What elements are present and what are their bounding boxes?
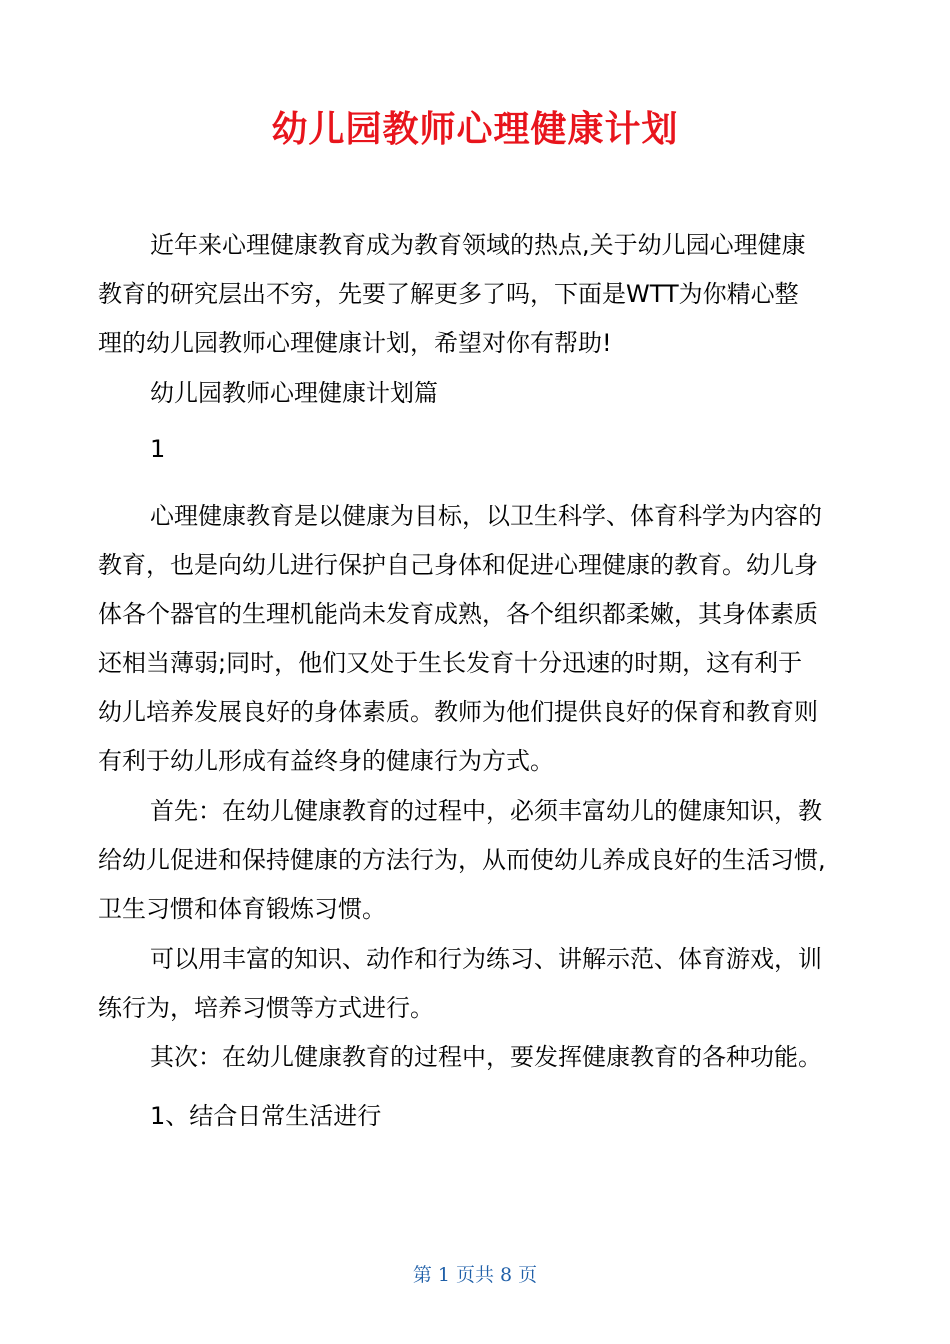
document-title: 幼儿园教师心理健康计划 — [271, 109, 679, 150]
paragraph-line: 可以用丰富的知识、动作和行为练习、讲解示范、体育游戏，训 — [150, 945, 822, 973]
paragraph-line: 1、结合日常生活进行 — [150, 1102, 382, 1130]
paragraph-2 — [98, 787, 854, 934]
page-number-footer: 第 1 页共 8 页 — [412, 1264, 538, 1286]
paragraph-line: 幼儿培养发展良好的身体素质。教师为他们提供良好的保育和教育则 — [98, 698, 818, 726]
paragraph-line: 练行为，培养习惯等方式进行。 — [98, 994, 434, 1022]
intro-line: 教育的研究层出不穷，先要了解更多了吗，下面是WTT为你精心整 — [98, 280, 799, 308]
intro-line: 理的幼儿园教师心理健康计划，希望对你有帮助! — [98, 329, 612, 357]
section-title: 幼儿园教师心理健康计划篇 — [150, 379, 438, 407]
paragraph-line: 教育，也是向幼儿进行保护自己身体和促进心理健康的教育。幼儿身 — [98, 551, 818, 579]
intro-line: 近年来心理健康教育成为教育领域的热点,关于幼儿园心理健康 — [150, 231, 806, 259]
paragraph-4 — [98, 1033, 854, 1082]
section-number-block — [98, 425, 854, 474]
section-heading — [98, 369, 854, 418]
paragraph-line: 有利于幼儿形成有益终身的健康行为方式。 — [98, 747, 554, 775]
paragraph-line: 心理健康教育是以健康为目标，以卫生科学、体育科学为内容的 — [150, 502, 822, 530]
paragraph-line: 卫生习惯和体育锻炼习惯。 — [98, 895, 386, 923]
paragraph-line: 体各个器官的生理机能尚未发育成熟，各个组织都柔嫩，其身体素质 — [98, 600, 818, 628]
paragraph-line: 给幼儿促进和保持健康的方法行为，从而使幼儿养成良好的生活习惯, — [98, 846, 826, 874]
paragraph-line: 首先：在幼儿健康教育的过程中，必须丰富幼儿的健康知识，教 — [150, 797, 822, 825]
paragraph-line: 还相当薄弱;同时，他们又处于生长发育十分迅速的时期，这有利于 — [98, 649, 803, 677]
intro-paragraph — [98, 221, 854, 368]
paragraph-3 — [98, 935, 854, 1033]
paragraph-line: 其次：在幼儿健康教育的过程中，要发挥健康教育的各种功能。 — [150, 1043, 822, 1071]
section-number: 1 — [150, 435, 166, 463]
paragraph-5 — [98, 1092, 854, 1141]
paragraph-1 — [98, 492, 854, 786]
